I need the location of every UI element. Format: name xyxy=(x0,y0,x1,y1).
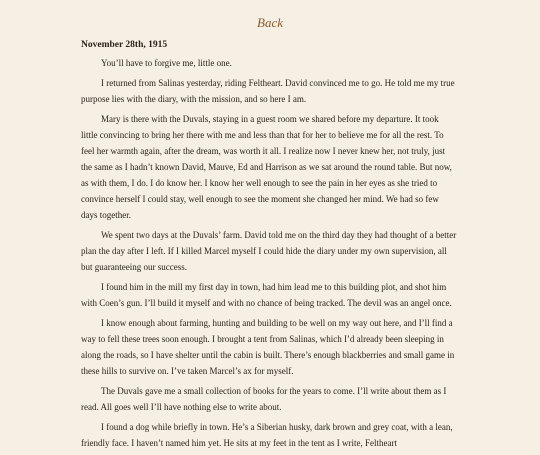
journal-entry xyxy=(81,38,457,455)
entry-paragraph: Mary is there with the Duvals, staying in a guest room we shared before my departure. It took little convincing to bring her there with me and less than that for her to believe me for all the rest. To feel her warmth again, after the dream, was worth it all. I realize now I never knew her, not truly, just the same as I hadn’t known David, Mauve, Ed and Harrison as we sat around the round table. But now, as with them, I do. I do know her. I know her well enough to see the pain in her eyes as she tried to convince herself I could stay, well enough to see the moment she changed her mind. We had so few days together. xyxy=(81,114,452,220)
entry-paragraph: I returned from Salinas yesterday, riding Feltheart. David convinced me to go. He told me my true purpose lies with the diary, with the mission, and so here I am. xyxy=(81,78,455,104)
entry-paragraph: We spent two days at the Duvals’ farm. David told me on the third day they had thought of a better plan the day after I left. If I killed Marcel myself I could hide the diary under my own supervision, all but guaranteeing our success. xyxy=(81,230,457,272)
entry-paragraph: You’ll have to forgive me, little one. xyxy=(101,58,232,68)
entry-date: November 28th, 1915 xyxy=(81,40,168,50)
entry-paragraph: I found him in the mill my first day in town, had him lead me to this building plot, and shot him with Coen’s gun. I’ll build it myself and with no chance of being tracked. The devil was an angel once. xyxy=(81,282,452,308)
entry-paragraph: I found a dog while briefly in town. He’s a Siberian husky, dark brown and grey coat, with a lean, friendly face. I haven’t named him yet. He sits at my feet in the tent as I write, Feltheart xyxy=(81,422,453,448)
back-link[interactable]: Back xyxy=(257,15,283,30)
entry-paragraph: The Duvals gave me a small collection of books for the years to come. I’ll write about them as I read. All goes well I’ll have nothing else to write about. xyxy=(81,386,447,412)
entry-paragraph: I know enough about farming, hunting and building to be well on my way out here, and I’ll find a way to fell these trees soon enough. I brought a tent from Salinas, which I’d already been sleeping in along the roads, so I have shelter until the cabin is built. There’s enough blackberries and small game in these hills to survive on. I’ve taken Marcel’s ax for myself. xyxy=(81,318,455,376)
